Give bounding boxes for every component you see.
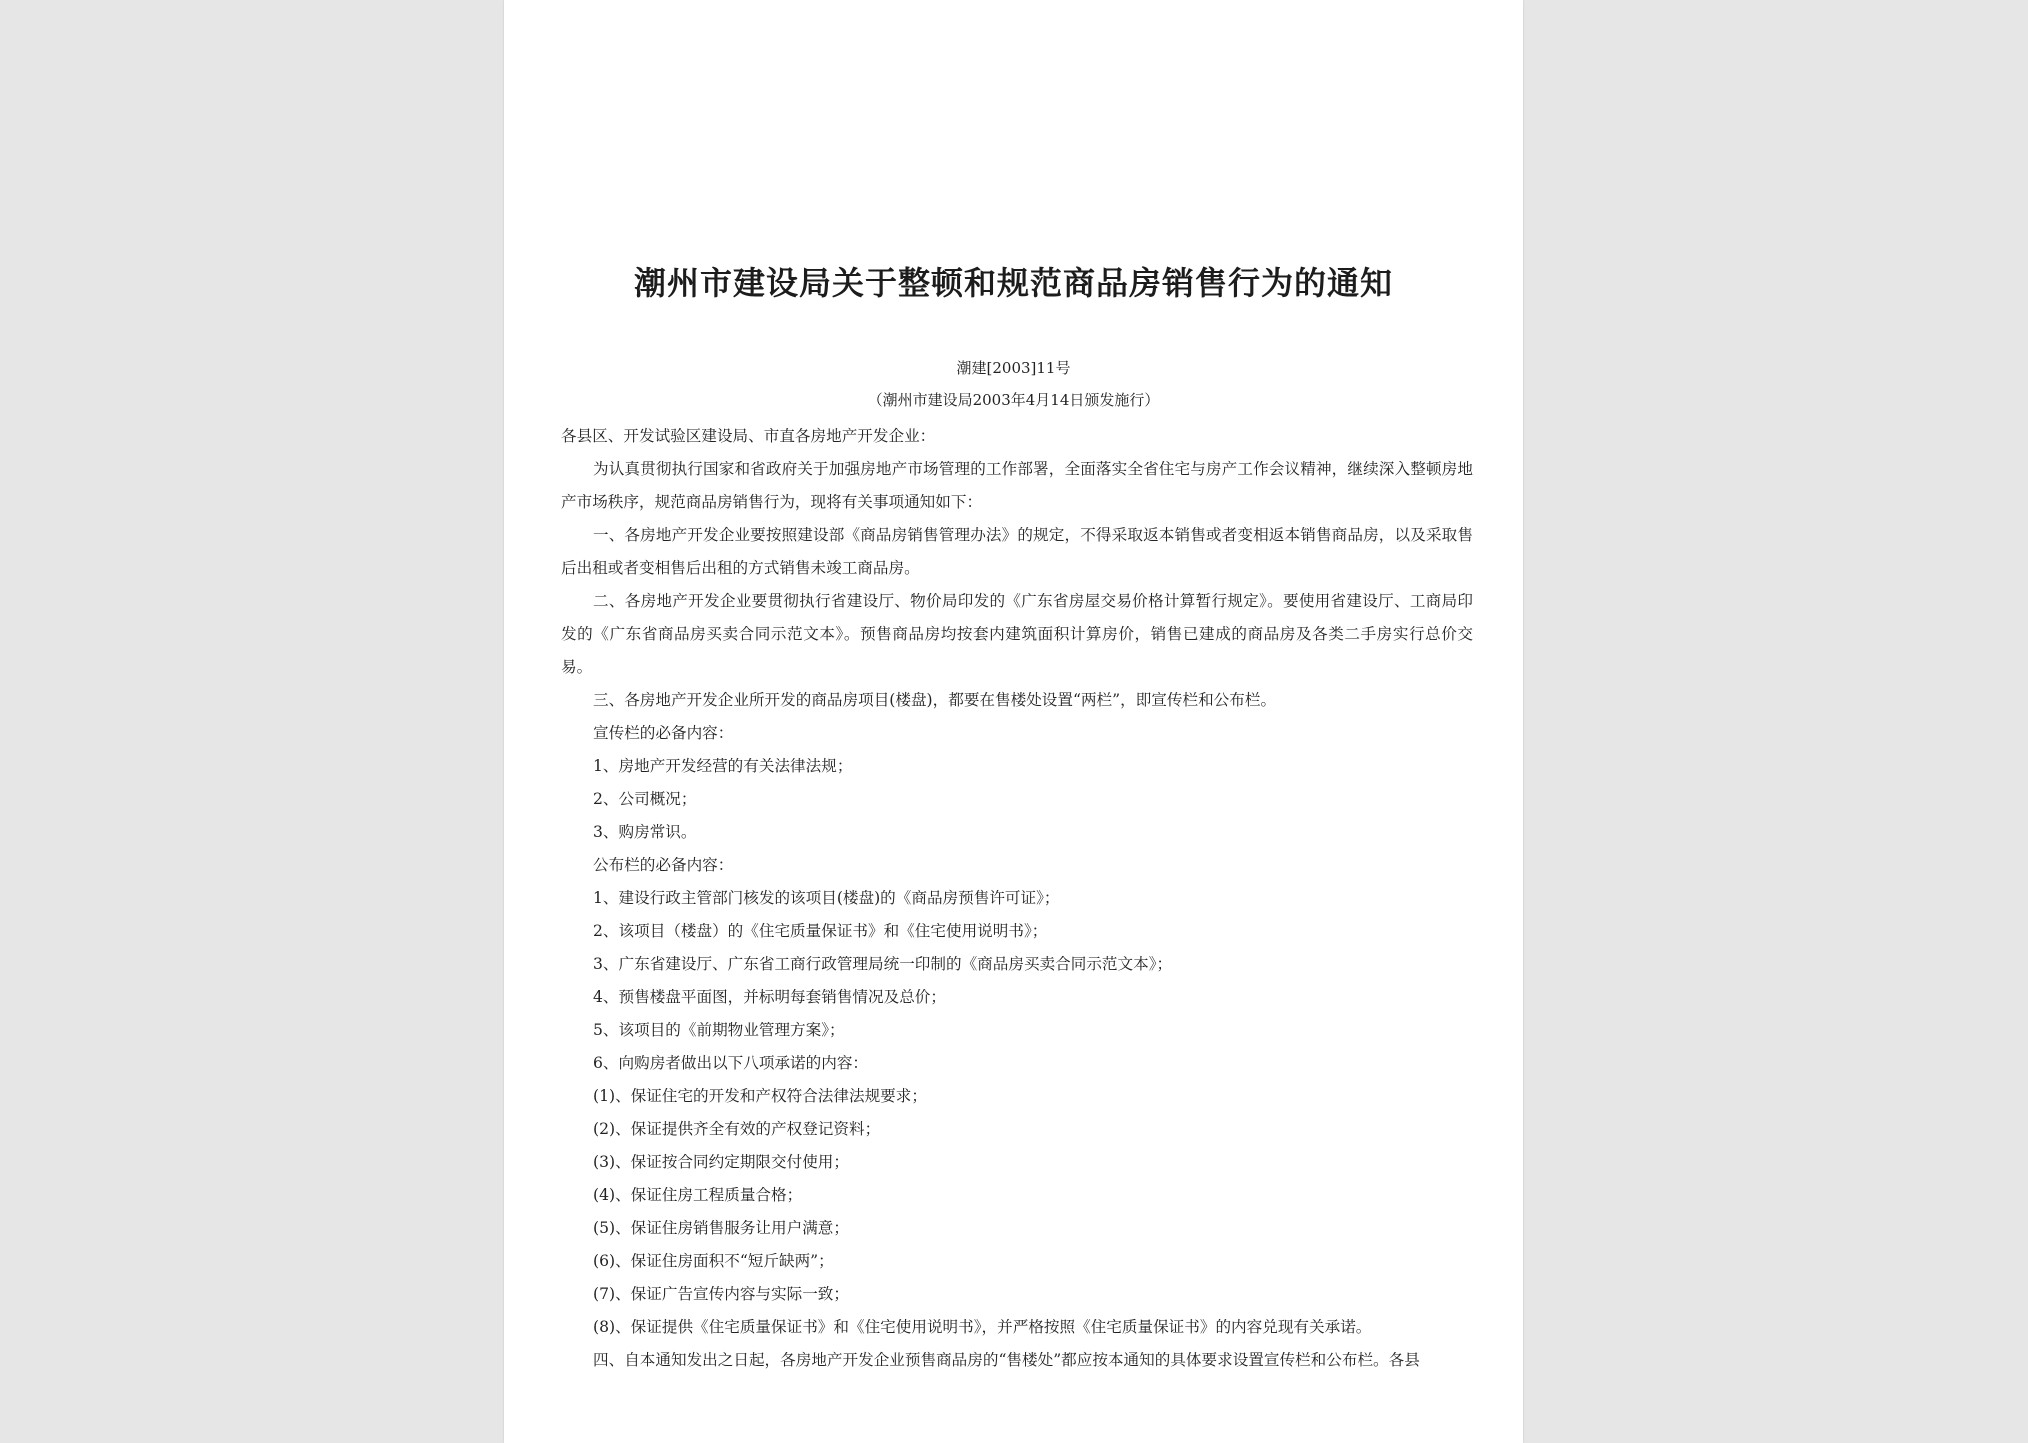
document-title: 潮州市建设局关于整顿和规范商品房销售行为的通知	[633, 264, 1393, 302]
document-body	[561, 420, 1473, 1377]
promise-item: (1)、保证住宅的开发和产权符合法律法规要求；	[593, 1087, 927, 1105]
list-item: 5、该项目的《前期物业管理方案》；	[593, 1021, 845, 1039]
paragraph-item-1: 一、各房地产开发企业要按照建设部《商品房销售管理办法》的规定，不得采取返本销售或者变相返本销售商品房，以及采取售后出租或者变相售后出租的方式销售未竣工商品房。	[561, 526, 1473, 577]
list-item: 2、该项目（楼盘）的《住宅质量保证书》和《住宅使用说明书》；	[593, 922, 1048, 940]
list-item: 3、购房常识。	[593, 823, 697, 841]
intro-paragraph: 为认真贯彻执行国家和省政府关于加强房地产市场管理的工作部署，全面落实全省住宅与房产工作会议精神，继续深入整顿房地产市场秩序，规范商品房销售行为，现将有关事项通知如下：	[561, 460, 1473, 511]
paragraph-item-3: 三、各房地产开发企业所开发的商品房项目(楼盘)，都要在售楼处设置“两栏”，即宣传栏和公布栏。	[593, 691, 1277, 709]
list-item: 1、建设行政主管部门核发的该项目(楼盘)的《商品房预售许可证》；	[593, 889, 1060, 907]
issue-date-note: （潮州市建设局2003年4月14日颁发施行）	[867, 391, 1160, 409]
bulletin-heading: 公布栏的必备内容：	[593, 856, 734, 874]
list-item: 3、广东省建设厅、广东省工商行政管理局统一印制的《商品房买卖合同示范文本》；	[593, 955, 1173, 973]
promise-item: (3)、保证按合同约定期限交付使用；	[593, 1153, 849, 1171]
list-item: 6、向购房者做出以下八项承诺的内容：	[593, 1054, 869, 1072]
list-item: 4、预售楼盘平面图，并标明每套销售情况及总价；	[593, 988, 946, 1006]
publicity-heading: 宣传栏的必备内容：	[593, 724, 734, 742]
promise-item: (2)、保证提供齐全有效的产权登记资料；	[593, 1120, 881, 1138]
document-number: 潮建[2003]11号	[956, 359, 1071, 377]
promise-item: (4)、保证住房工程质量合格；	[593, 1186, 803, 1204]
paragraph-item-2: 二、各房地产开发企业要贯彻执行省建设厅、物价局印发的《广东省房屋交易价格计算暂行规定》。要使用省建设厅、工商局印发的《广东省商品房买卖合同示范文本》。预售商品房均按套内建筑面积计算房价，销售已建成的商品房及各类二手房实行总价交易。	[561, 592, 1473, 676]
promise-item: (8)、保证提供《住宅质量保证书》和《住宅使用说明书》，并严格按照《住宅质量保证书》的内容兑现有关承诺。	[593, 1318, 1372, 1336]
paragraph-item-4: 四、自本通知发出之日起，各房地产开发企业预售商品房的“售楼处”都应按本通知的具体要求设置宣传栏和公布栏。各县	[593, 1351, 1420, 1369]
list-item: 1、房地产开发经营的有关法律法规；	[593, 757, 853, 775]
promise-item: (6)、保证住房面积不“短斤缺两”；	[593, 1252, 834, 1270]
list-item: 2、公司概况；	[593, 790, 697, 808]
promise-item: (7)、保证广告宣传内容与实际一致；	[593, 1285, 849, 1303]
salutation: 各县区、开发试验区建设局、市直各房地产开发企业：	[561, 427, 936, 445]
promise-item: (5)、保证住房销售服务让用户满意；	[593, 1219, 849, 1237]
document-page	[504, 0, 1523, 1443]
